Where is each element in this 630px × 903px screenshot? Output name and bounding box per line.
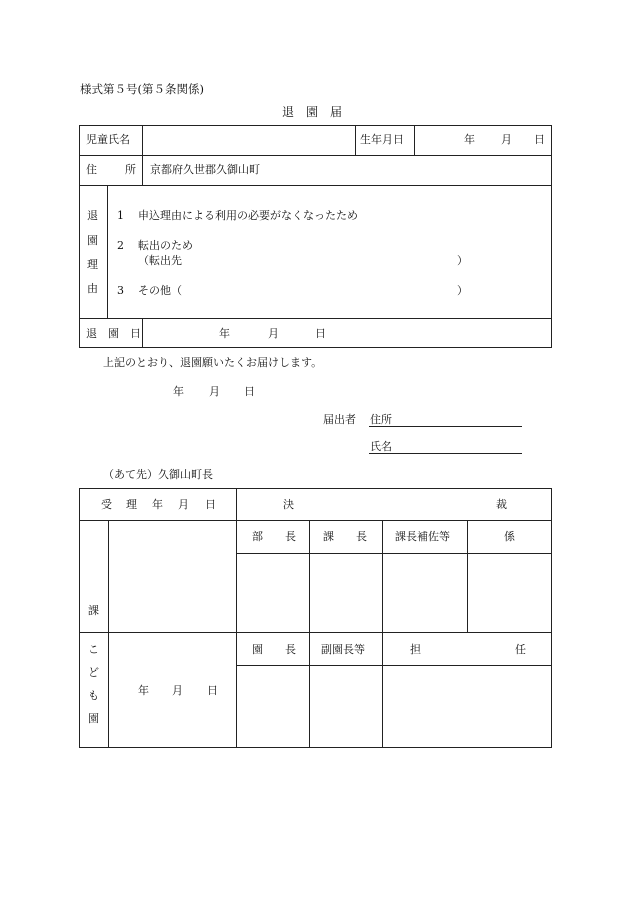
address-underline [369, 426, 522, 427]
tanin-label-2: 任 [515, 643, 526, 656]
ka-header-hosa: 課長補佐等 [395, 530, 450, 543]
date-day-label: 日 [244, 385, 255, 398]
birth-year-label: 年 [464, 133, 475, 146]
name-field-label: 氏名 [370, 440, 392, 453]
reason-3-close-paren: ） [457, 284, 468, 297]
name-underline [369, 453, 522, 454]
kodomo-date-month: 月 [172, 684, 183, 697]
form-number: 様式第５号(第５条関係) [80, 82, 204, 96]
addressee: （あて先）久御山町長 [103, 468, 213, 481]
statement: 上記のとおり、退園願いたくお届けします。 [103, 356, 323, 369]
decision-label-2: 裁 [496, 498, 507, 511]
office-use-table [79, 488, 552, 748]
reason-1-number: 1 [117, 209, 124, 222]
kodomo-date-year: 年 [138, 684, 149, 697]
reason-2-destination: （転出先 [138, 254, 182, 267]
birth-month-label: 月 [501, 133, 512, 146]
reason-2-close-paren: ） [457, 254, 468, 267]
page-title: 退 園 届 [282, 105, 343, 119]
birth-day-label: 日 [534, 133, 545, 146]
receipt-header-char: 受 [101, 498, 112, 511]
tanin-label-1: 担 [410, 643, 421, 656]
child-name-label: 児童氏名 [86, 133, 130, 146]
reason-3-text: その他（ [138, 284, 182, 297]
withdraw-month-label: 月 [268, 327, 279, 340]
decision-label-1: 決 [283, 498, 294, 511]
reason-label-char: 理 [87, 258, 98, 271]
reason-label-char: 園 [87, 234, 98, 247]
receipt-header-char: 理 [126, 498, 137, 511]
reason-2-number: 2 [117, 239, 124, 252]
ka-header-kakari: 係 [504, 530, 515, 543]
kodomo-date-day: 日 [207, 684, 218, 697]
kodomo-en-char: 園 [88, 712, 99, 725]
reason-2-text: 転出のため [138, 239, 193, 252]
reason-label-char: 退 [87, 209, 98, 222]
kodomo-en-char: こ [88, 643, 99, 656]
en-header-fukuencho: 副園長等 [321, 643, 365, 656]
address-label-1: 住 [86, 163, 97, 176]
ka-header-bucho: 部 長 [252, 530, 296, 543]
birthdate-label: 生年月日 [360, 133, 404, 146]
address-value: 京都府久世郡久御山町 [150, 163, 260, 176]
kodomo-en-char: も [88, 689, 99, 702]
ka-label: 課 [88, 604, 99, 617]
applicant-label: 届出者 [323, 413, 356, 426]
address-field-label: 住所 [370, 413, 392, 426]
receipt-header-char: 年 [152, 498, 163, 511]
withdraw-date-label: 退 園 日 [86, 327, 141, 340]
receipt-header-char: 月 [178, 498, 189, 511]
reason-label-char: 由 [87, 282, 98, 295]
kodomo-en-char: ど [88, 666, 99, 679]
withdraw-year-label: 年 [219, 327, 230, 340]
ka-header-kacho: 課 長 [323, 530, 367, 543]
receipt-header-char: 日 [205, 498, 216, 511]
en-header-encho: 園 長 [252, 643, 296, 656]
reason-1-text: 申込理由による利用の必要がなくなったため [138, 209, 358, 222]
address-label-2: 所 [125, 163, 136, 176]
withdraw-day-label: 日 [315, 327, 326, 340]
date-month-label: 月 [209, 385, 220, 398]
withdrawal-form-table [79, 125, 552, 348]
reason-3-number: 3 [117, 284, 124, 297]
date-year-label: 年 [173, 385, 184, 398]
